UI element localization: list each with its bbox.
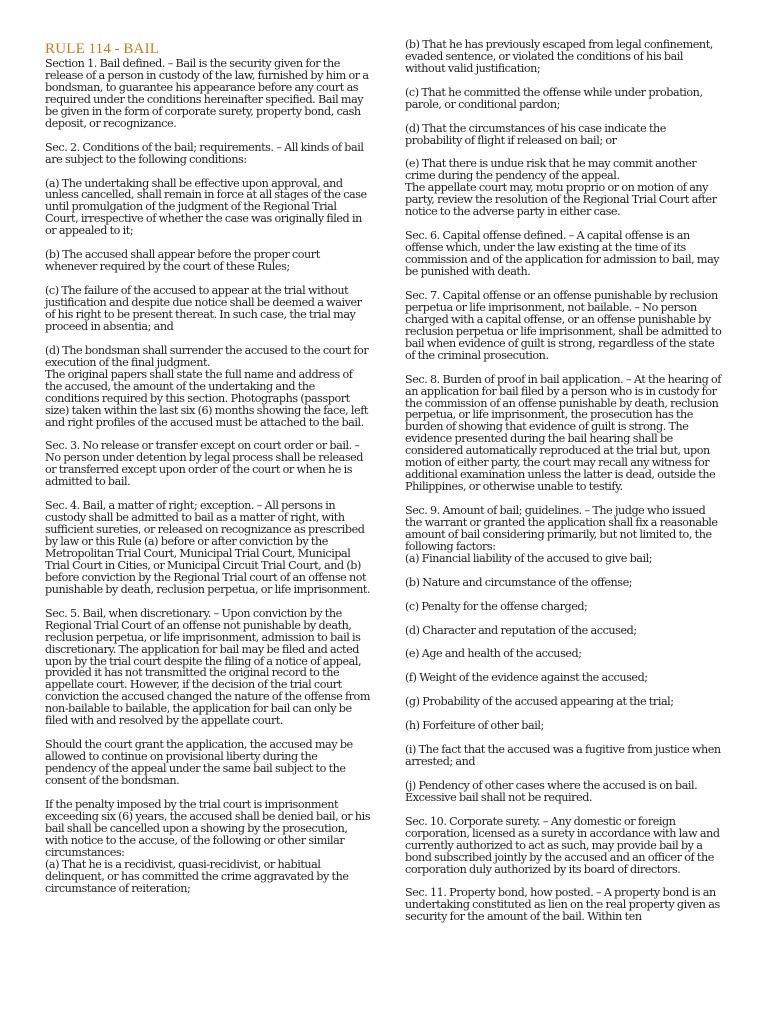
paragraph: Should the court grant the application, the accused may be allowed to continue on provisional liberty during the pendency of the appeal under the same bail subject to the consent of the bondsman. [45,738,353,788]
paragraph: (d) That the circumstances of his case indicate the probability of flight if released on bail; or [405,121,666,147]
paragraph: Sec. 11. Property bond, how posted. – A property bond is an undertaking constituted as lien on the real property given as security for the amount of the bail. Within ten [405,886,720,924]
paragraph: (c) Penalty for the offense charged; [405,599,588,613]
right-column-paragraphs [405,39,723,923]
paragraph: Sec. 7. Capital offense or an offense punishable by reclusion perpetua or life imprisonment, not bailable. – No person charged with a capital offense, or an offense punishable by reclusion perpetua or life imprisonment, shall be admitted to bail when evidence of guilt is strong, regardless of the state of the criminal prosecution. [405,288,722,362]
paragraph: (h) Forfeiture of other bail; [405,719,544,733]
paragraph: Sec. 2. Conditions of the bail; requirements. – All kinds of bail are subject to the following conditions: [45,140,364,166]
paragraph: Sec. 3. No release or transfer except on court order or bail. – No person under detention by legal process shall be released or transferred except upon order of the court or when he is admitted to bail. [45,439,364,489]
paragraph: (b) The accused shall appear before the proper court whenever required by the court of these Rules; [45,248,320,274]
paragraph: (d) The bondsman shall surrender the accused to the court for execution of the final judgment. The original papers shall state the full name and address of the accused, the amount of the undertaking and the conditions required by this section. Photographs (passport size) taken within the last six (6) months showing the face, left and right profiles of the accused must be attached to the bail. [45,343,369,429]
paragraph: If the penalty imposed by the trial court is imprisonment exceeding six (6) years, the accused shall be denied bail, or his bail shall be cancelled upon a showing by the prosecution, with notice to the accuse, of the following or other similar circumstances: (a) That he is a recidivist, quasi-recidivist, or habitual delinquent, or has committed the crime aggravated by the circumstance of reiteration; [45,797,371,895]
right-column [405,39,723,935]
paragraph: Section 1. Bail defined. – Bail is the security given for the release of a person in custody of the law, furnished by him or a bondsman, to guarantee his appearance before any court as required under the conditions hereinafter specified. Bail may be given in the form of corporate surety, property bond, cash deposit, or recognizance. [45,57,369,130]
paragraph: Sec. 9. Amount of bail; guidelines. – The judge who issued the warrant or granted the application shall fix a reasonable amount of bail considering primarily, but not limited to, the following factors: (a) Financial liability of the accused to give bail; [405,504,718,565]
paragraph: (e) Age and health of the accused; [405,647,582,661]
paragraph: (b) That he has previously escaped from legal confinement, evaded sentence, or violated the conditions of his bail without valid justification; [405,38,713,75]
paragraph: Sec. 5. Bail, when discretionary. – Upon conviction by the Regional Trial Court of an offense not punishable by death, reclusion perpetua, or life imprisonment, admission to bail is discretionary. The application for bail may be filed and acted upon by the trial court despite the filing of a notice of appeal, provided it has not transmitted the original record to the appellate court. However, if the decision of the trial court conviction the accused changed the nature of the offense from non-bailable to bailable, the application for bail can only be filed with and resolved by the appellate court. [45,606,370,728]
paragraph: (d) Character and reputation of the accused; [405,623,637,637]
left-column-paragraphs [45,58,371,895]
paragraph: Sec. 4. Bail, a matter of right; exception. – All persons in custody shall be admitted to bail as a matter of right, with sufficient sureties, or released on recognizance as prescribed by law or this Rule (a) before or after conviction by the Metropolitan Trial Court, Municipal Trial Court, Municipal Trial Court in Cities, or Municipal Circuit Trial Court, and (b) before conviction by the Regional Trial court of an offense not punishable by death, reclusion perpetua, or life imprisonment. [45,499,371,596]
paragraph: (j) Pendency of other cases where the accused is on bail. Excessive bail shall not be required. [405,778,698,804]
paragraph: (i) The fact that the accused was a fugitive from justice when arrested; and [405,743,721,768]
paragraph: (c) The failure of the accused to appear at the trial without justification and despite due notice shall be deemed a waiver of his right to be present thereat. In such case, the trial may proceed in absentia; and [45,284,362,333]
paragraph: (c) That he committed the offense while under probation, parole, or conditional pardon; [405,85,703,111]
paragraph: (g) Probability of the accused appearing at the trial; [405,695,674,709]
paragraph: (b) Nature and circumstance of the offense; [405,575,633,589]
paragraph: Sec. 10. Corporate surety. – Any domestic or foreign corporation, licensed as a surety in accordance with law and currently authorized to act as such, may provide bail by a bond subscribed jointly by the accused and an officer of the corporation duly authorized by its board of directors. [405,814,720,876]
left-column [45,41,371,907]
document-title: RULE 114 - BAIL [45,41,160,57]
paragraph: (e) That there is undue risk that he may commit another crime during the pendency of the appeal. The appellate court may, motu proprio or on motion of any party, review the resolution of the Regional Trial Court after notice to the adverse party in either case. [405,157,717,219]
paragraph: Sec. 8. Burden of proof in bail application. – At the hearing of an application for bail filed by a person who is in custody for the commission of an offense punishable by death, reclusion perpetua, or life imprisonment, the prosecution has the burden of showing that evidence of guilt is strong. The evidence presented during the bail hearing shall be considered automatically reproduced at the trial but, upon motion of either party, the court may recall any witness for additional examination unless the latter is dead, outside the Philippines, or otherwise unable to testify. [405,372,721,494]
paragraph: Sec. 6. Capital offense defined. – A capital offense is an offense which, under the law existing at the time of its commission and of the application for admission to bail, may be punished with death. [405,229,720,279]
paragraph: (f) Weight of the evidence against the accused; [405,671,648,685]
paragraph: (a) The undertaking shall be effective upon approval, and unless cancelled, shall remain in force at all stages of the case until promulgation of the judgment of the Regional Trial Court, irrespective of whether the case was originally filed in or appealed to it; [45,176,367,238]
